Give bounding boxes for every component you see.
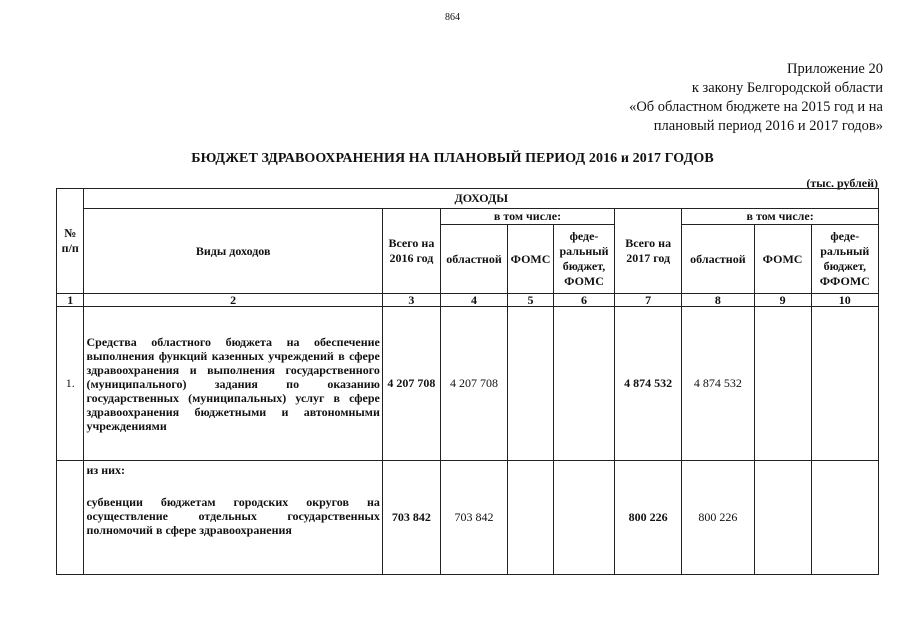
header-regional-2017: областной [682, 225, 754, 294]
table-row [57, 461, 879, 575]
row-federal-2017 [811, 307, 878, 461]
row-num [57, 461, 84, 575]
row-regional-2016: 703 842 [440, 461, 507, 575]
row-kind: Средства областного бюджета на обеспечение выполнения функций казенных учреждений в сфере здравоохранения и выполнения государственного (муниципального) задания по оказанию государственных (муниципальных) услуг в сфере здравоохранения бюджетными и автономными учреждениями [84, 307, 382, 461]
document-title: БЮДЖЕТ ЗДРАВООХРАНЕНИЯ НА ПЛАНОВЫЙ ПЕРИОД 2016 и 2017 ГОДОВ [191, 151, 714, 166]
header-foms-2017: ФОМС [754, 225, 811, 294]
row-total-2016: 703 842 [382, 461, 440, 575]
page-number: 864 [445, 12, 460, 23]
column-number: 5 [508, 294, 554, 307]
row-kind: субвенции бюджетам городских округов на осуществление отдельных государственных полномочий в сфере здравоохранения [86, 495, 380, 537]
header-kinds: Виды доходов [84, 209, 382, 294]
row-foms-2016 [508, 307, 554, 461]
row-federal-2016 [553, 461, 614, 575]
row-federal-2017 [811, 461, 878, 575]
header-federal-2017: феде-ральный бюджет, ФФОМС [811, 225, 878, 294]
appendix-line-4: плановый период 2016 и 2017 годов» [653, 118, 883, 134]
header-foms-2016: ФОМС [508, 225, 554, 294]
row-total-2016: 4 207 708 [382, 307, 440, 461]
units-label: (тыс. рублей) [806, 176, 878, 190]
budget-table [56, 188, 879, 575]
row-total-2017: 800 226 [615, 461, 682, 575]
appendix-block [629, 60, 883, 136]
header-including-2017: в том числе: [682, 209, 879, 225]
row-kind-cell [84, 461, 382, 575]
row-regional-2017: 4 874 532 [682, 307, 754, 461]
row-prefix: из них: [86, 463, 126, 477]
column-number: 2 [84, 294, 382, 307]
table-row [57, 307, 879, 461]
appendix-line-1: Приложение 20 [787, 61, 883, 77]
header-num: № п/п [57, 189, 84, 294]
column-number: 10 [811, 294, 878, 307]
row-regional-2017: 800 226 [682, 461, 754, 575]
column-number: 8 [682, 294, 754, 307]
header-including-2016: в том числе: [440, 209, 614, 225]
column-number: 4 [440, 294, 507, 307]
row-foms-2016 [508, 461, 554, 575]
column-number: 7 [615, 294, 682, 307]
row-regional-2016: 4 207 708 [440, 307, 507, 461]
appendix-line-2: к закону Белгородской области [691, 80, 883, 96]
row-num: 1. [57, 307, 84, 461]
header-total-2016: Всего на 2016 год [382, 209, 440, 294]
header-total-2017: Всего на 2017 год [615, 209, 682, 294]
header-regional-2016: областной [440, 225, 507, 294]
column-number: 1 [57, 294, 84, 307]
header-federal-2016: феде-ральный бюджет, ФОМС [553, 225, 614, 294]
appendix-line-3: «Об областном бюджете на 2015 год и на [629, 99, 883, 115]
column-number: 9 [754, 294, 811, 307]
row-federal-2016 [553, 307, 614, 461]
column-number: 3 [382, 294, 440, 307]
column-number: 6 [553, 294, 614, 307]
row-total-2017: 4 874 532 [615, 307, 682, 461]
header-income-group: ДОХОДЫ [84, 189, 879, 209]
row-foms-2017 [754, 461, 811, 575]
row-foms-2017 [754, 307, 811, 461]
